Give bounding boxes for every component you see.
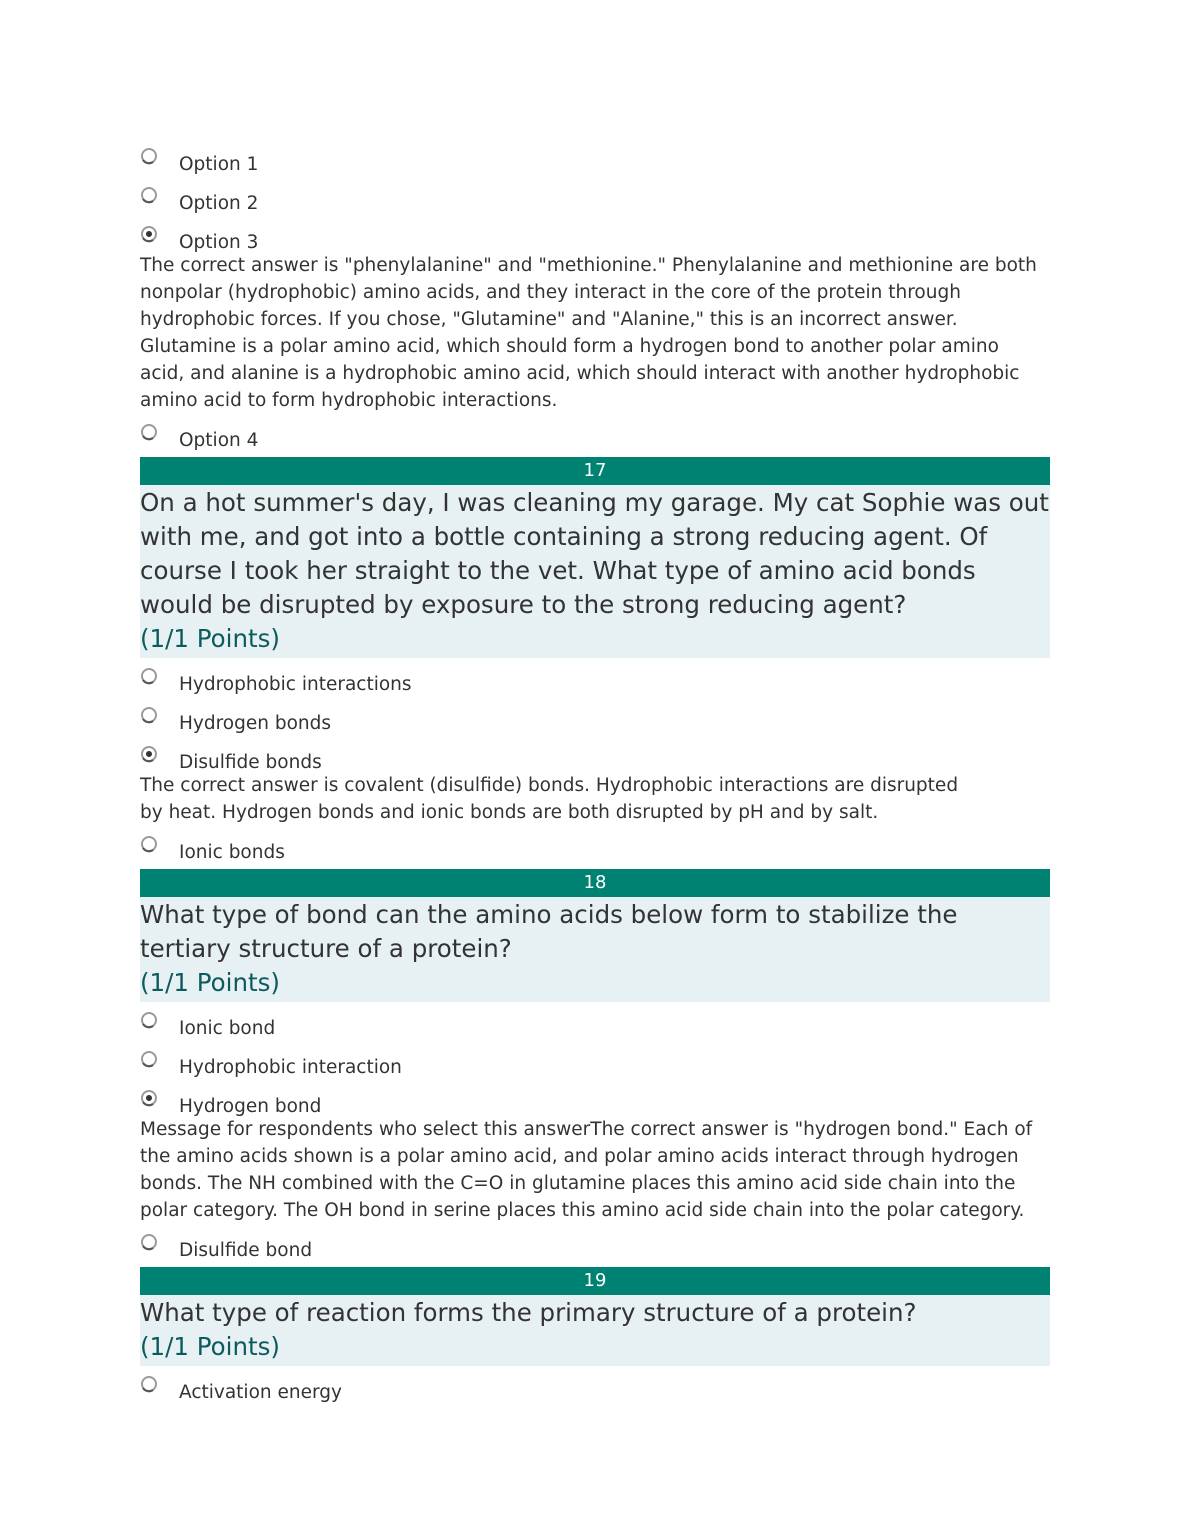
option-label: Activation energy	[179, 1382, 342, 1403]
option-label: Option 3	[179, 232, 259, 253]
answer-feedback: The correct answer is covalent (disulfide) bonds. Hydrophobic interactions are disrupted by heat. Hydrogen bonds and ionic bonds are both disrupted by pH and by salt.	[140, 775, 959, 823]
radio-selected-icon[interactable]	[140, 745, 158, 763]
question-17	[140, 457, 1050, 869]
option-label: Option 4	[179, 430, 259, 451]
option-label: Option 1	[179, 154, 259, 175]
radio-unselected-icon[interactable]	[140, 1011, 158, 1029]
radio-unselected-icon[interactable]	[140, 186, 158, 204]
radio-unselected-icon[interactable]	[140, 1233, 158, 1251]
option-label: Option 2	[179, 193, 259, 214]
radio-unselected-icon[interactable]	[140, 1050, 158, 1068]
option-label: Hydrophobic interactions	[179, 674, 412, 695]
question-points: (1/1 Points)	[140, 624, 280, 653]
option-item[interactable]	[140, 1045, 1050, 1084]
option-item[interactable]	[140, 662, 1050, 701]
question-19	[140, 1267, 1050, 1409]
option-item[interactable]	[140, 142, 1050, 181]
radio-unselected-icon[interactable]	[140, 835, 158, 853]
radio-unselected-icon[interactable]	[140, 147, 158, 165]
question-number: 19	[140, 1267, 1050, 1295]
option-label: Disulfide bonds	[179, 752, 322, 773]
option-label: Hydrogen bond	[179, 1096, 322, 1117]
quiz-page	[140, 142, 1050, 1409]
option-label: Hydrogen bonds	[179, 713, 332, 734]
option-label: Ionic bond	[179, 1018, 276, 1039]
question-number: 17	[140, 457, 1050, 485]
question-points: (1/1 Points)	[140, 1332, 280, 1361]
option-list	[140, 142, 1050, 457]
question-18	[140, 869, 1050, 1267]
question-header	[140, 897, 1050, 1002]
option-item[interactable]	[140, 701, 1050, 740]
question-text: On a hot summer's day, I was cleaning my garage. My cat Sophie was out with me, and got into a bottle containing a strong reducing agent. Of course I took her straight to the vet. What type of amino acid bonds would be disrupted by exposure to the strong reducing agent?	[140, 488, 1049, 619]
radio-selected-icon[interactable]	[140, 225, 158, 243]
option-item[interactable]	[140, 418, 1050, 457]
answer-feedback: Message for respondents who select this answerThe correct answer is "hydrogen bond." Each of the amino acids shown is a polar amino acid, and polar amino acids interact through hydrogen bonds. The NH combined with the C=O in glutamine places this amino acid side chain into the polar category. The OH bond in serine places this amino acid side chain into the polar category.	[140, 1119, 1033, 1221]
option-item[interactable]	[140, 1006, 1050, 1045]
radio-unselected-icon[interactable]	[140, 667, 158, 685]
option-label: Disulfide bond	[179, 1240, 313, 1261]
option-label: Hydrophobic interaction	[179, 1057, 402, 1078]
question-points: (1/1 Points)	[140, 968, 280, 997]
question-header	[140, 485, 1050, 658]
question-header	[140, 1295, 1050, 1366]
option-item[interactable]	[140, 181, 1050, 220]
question-number: 18	[140, 869, 1050, 897]
answer-feedback: The correct answer is "phenylalanine" and "methionine." Phenylalanine and methionine are both nonpolar (hydrophobic) amino acids, and they interact in the core of the protein through hydrophobic forces. If you chose, "Glutamine" and "Alanine," this is an incorrect answer. Glutamine is a polar amino acid, which should form a hydrogen bond to another polar amino acid, and alanine is a hydrophobic amino acid, which should interact with another hydrophobic amino acid to form hydrophobic interactions.	[140, 255, 1037, 411]
question-text: What type of bond can the amino acids below form to stabilize the tertiary structure of a protein?	[140, 900, 958, 963]
question-text: What type of reaction forms the primary structure of a protein?	[140, 1298, 917, 1327]
option-item[interactable]	[140, 1228, 1050, 1267]
radio-unselected-icon[interactable]	[140, 706, 158, 724]
radio-unselected-icon[interactable]	[140, 423, 158, 441]
option-item[interactable]	[140, 830, 1050, 869]
option-label: Ionic bonds	[179, 842, 285, 863]
radio-selected-icon[interactable]	[140, 1089, 158, 1107]
radio-unselected-icon[interactable]	[140, 1375, 158, 1393]
option-item[interactable]	[140, 1370, 1050, 1409]
